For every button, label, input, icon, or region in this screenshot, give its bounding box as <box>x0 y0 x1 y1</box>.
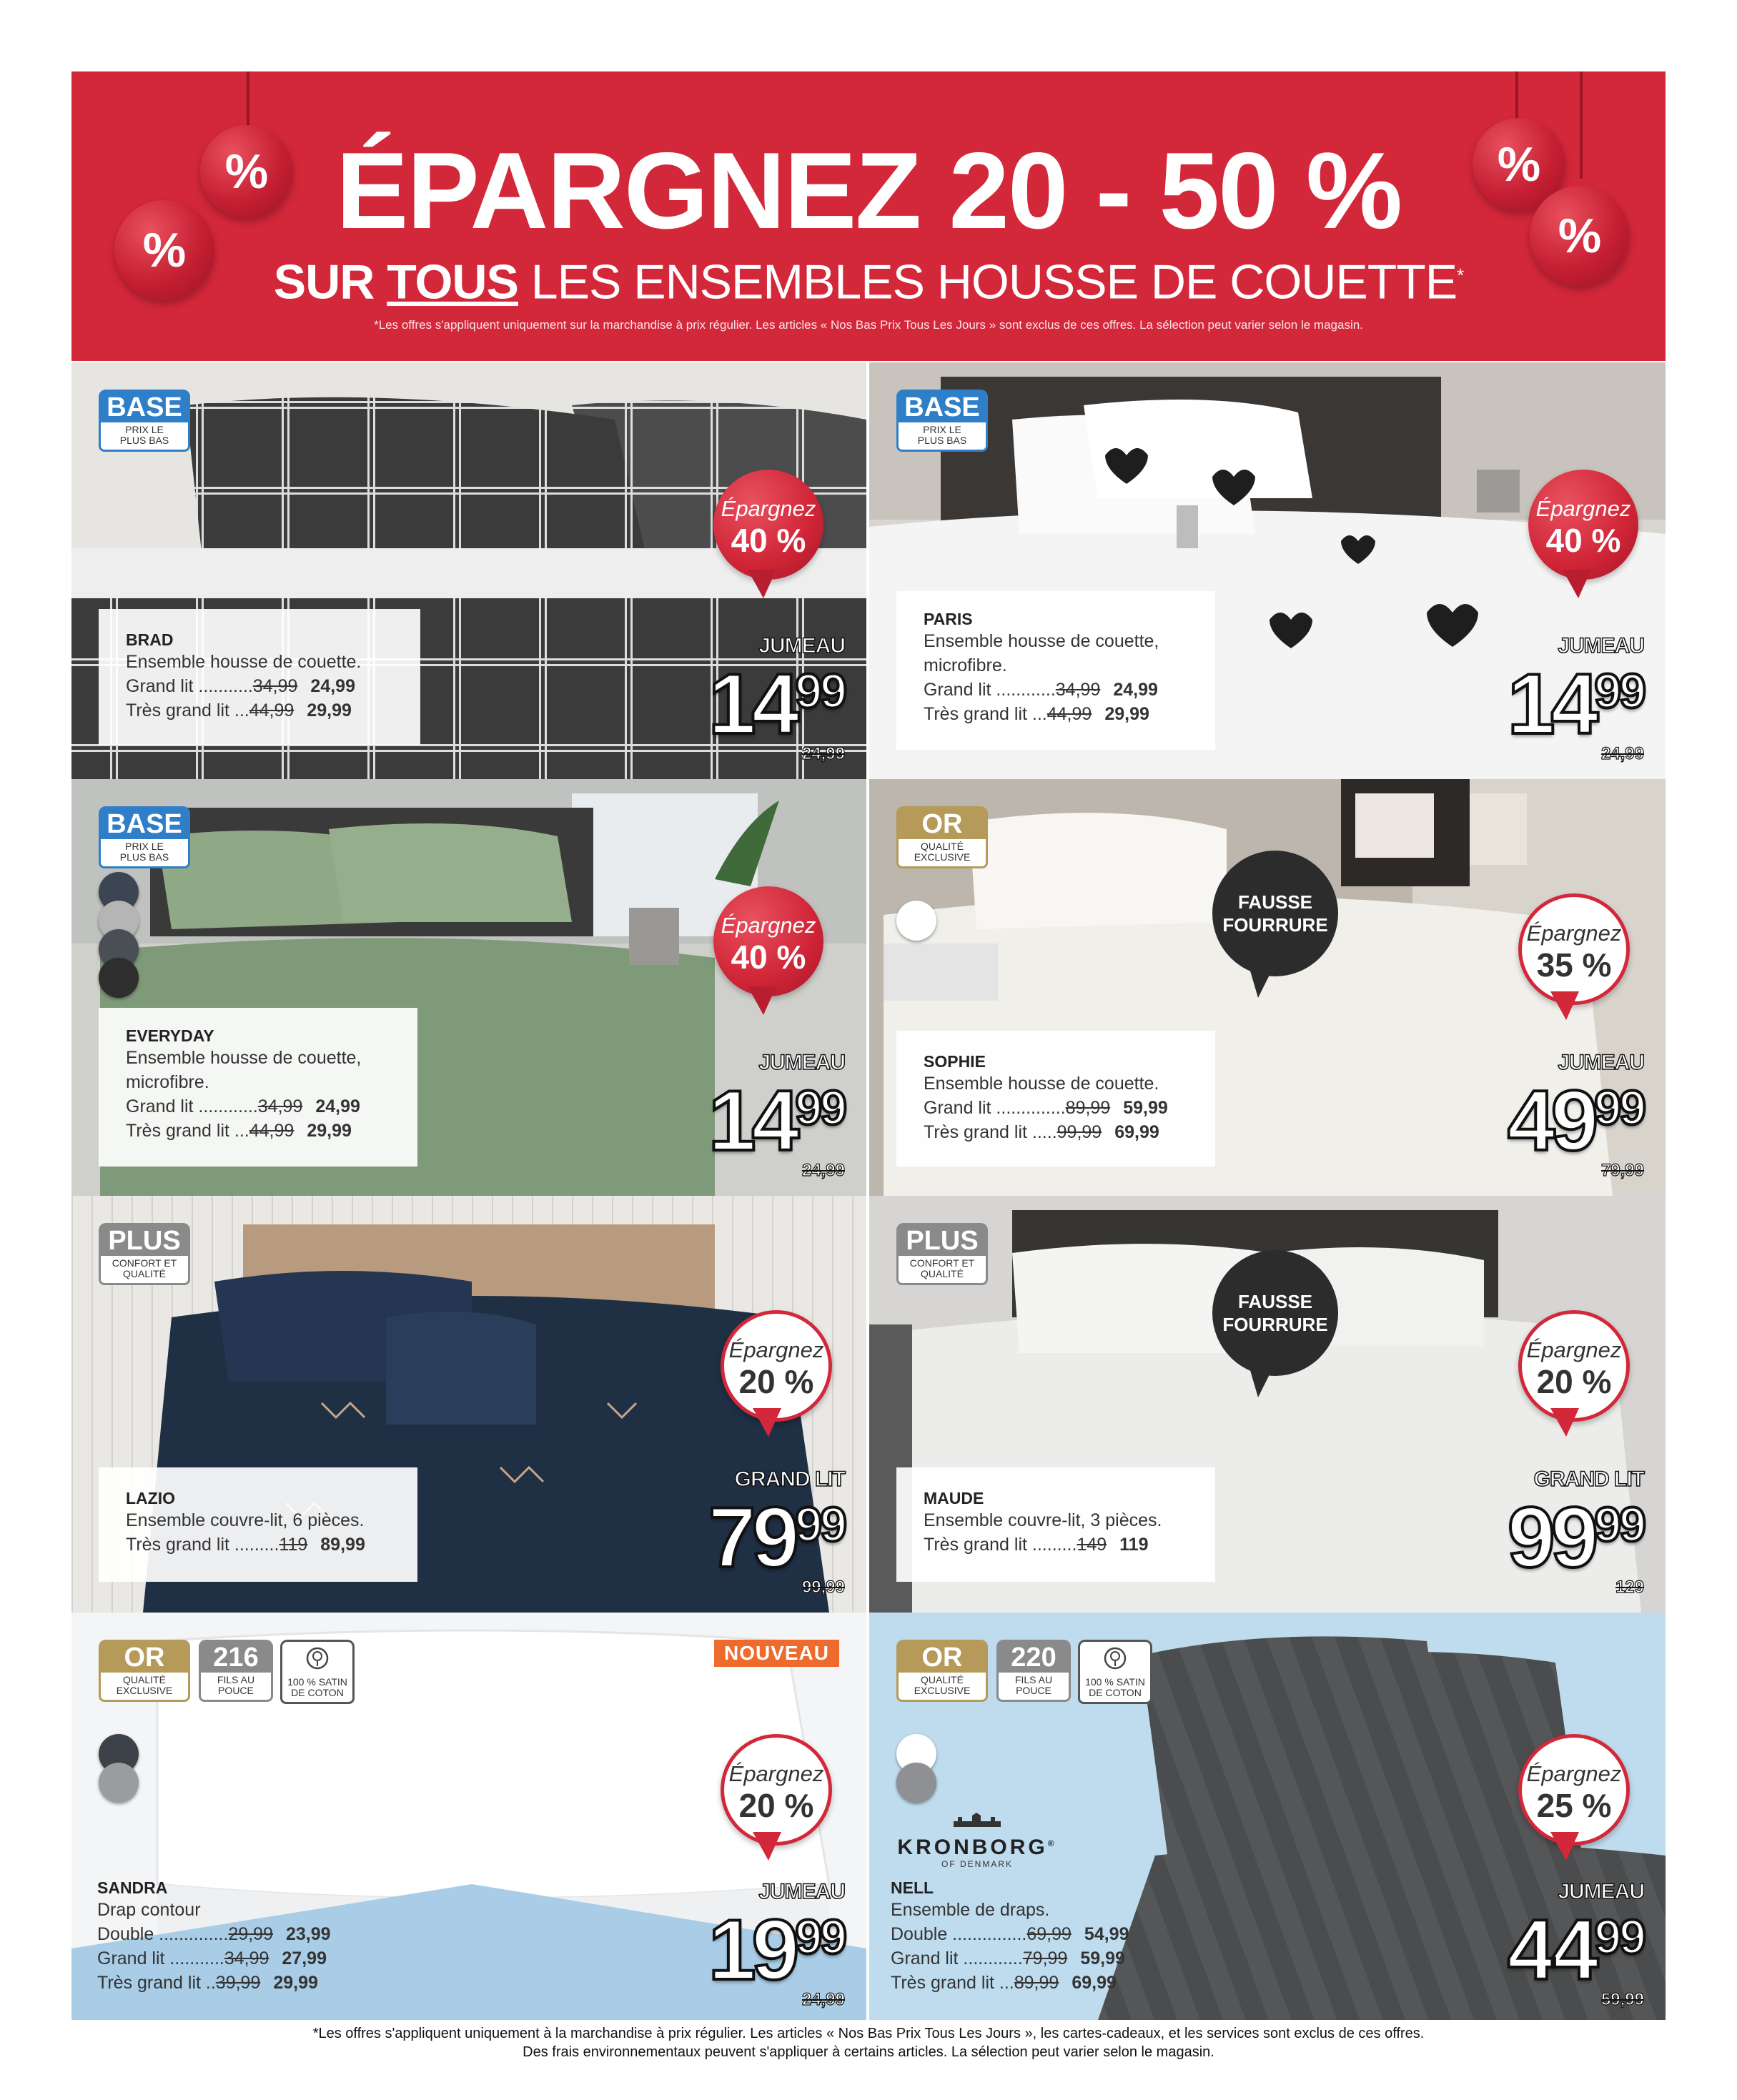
product-name: NELL <box>891 1878 934 1897</box>
row-old-price: 149 <box>1077 1535 1107 1555</box>
price-row-grand <box>126 1094 417 1119</box>
badge-caption <box>99 1673 190 1702</box>
badge-line: QUALITÉ <box>921 1674 964 1685</box>
color-swatch-gray[interactable] <box>99 1763 139 1803</box>
product-card-paris[interactable] <box>869 362 1666 779</box>
row-new-price: 54,99 <box>1084 1924 1129 1944</box>
regular-price: 24,99 <box>801 744 845 763</box>
price-row-tres-grand <box>924 702 1215 726</box>
save-percent: 35 % <box>1536 946 1612 984</box>
badge-title: BASE <box>99 806 190 839</box>
price-row-double <box>891 1922 1129 1946</box>
row-label: Très grand lit ... <box>924 704 1047 724</box>
size-label: JUMEAU <box>758 634 845 658</box>
product-card-lazio[interactable] <box>71 1196 866 1613</box>
faux-fur-label: FAUSSE FOURRURE <box>1222 891 1328 936</box>
save-label: Épargnez <box>1526 1761 1622 1786</box>
badge-title: OR <box>896 806 988 839</box>
subtitle-sur: SUR <box>273 254 375 309</box>
product-info <box>891 1878 1129 1995</box>
save-bubble <box>713 470 823 580</box>
product-name: PARIS <box>924 610 973 628</box>
product-name: EVERYDAY <box>126 1026 214 1045</box>
badge-title: 220 <box>996 1640 1071 1673</box>
or-badge <box>896 806 988 868</box>
save-label: Épargnez <box>1526 1337 1622 1362</box>
badge-line: PRIX LE <box>125 841 164 852</box>
cotton-icon <box>1078 1640 1152 1675</box>
row-new-price: 69,99 <box>1072 1973 1117 1993</box>
price-row-grand <box>126 674 420 698</box>
badge-caption <box>896 839 988 868</box>
price-row-tres-grand <box>126 698 420 723</box>
kronborg-logo <box>895 1813 1059 1869</box>
price-row-grand <box>924 1096 1215 1120</box>
row-new-price: 24,99 <box>310 676 355 696</box>
regular-price: 59,99 <box>1600 1990 1644 2009</box>
price-cents: 99 <box>795 1497 845 1552</box>
product-card-brad[interactable] <box>71 362 866 779</box>
badge-title: OR <box>99 1640 190 1673</box>
row-new-price: 29,99 <box>273 1973 318 1993</box>
footer-disclaimer <box>71 2024 1666 2061</box>
row-new-price: 24,99 <box>315 1096 360 1116</box>
badge-caption <box>896 1673 988 1702</box>
row-label: Grand lit ............ <box>126 1096 258 1116</box>
save-bubble <box>1528 470 1638 580</box>
row-old-price: 39,99 <box>215 1973 261 1993</box>
badge-line: PLUS BAS <box>917 435 967 446</box>
row-label: Double .............. <box>97 1924 229 1944</box>
badge-title: BASE <box>896 390 988 422</box>
row-new-price: 29,99 <box>1104 704 1149 724</box>
row-label: Très grand lit ..... <box>924 1122 1057 1142</box>
badge-line: PRIX LE <box>923 424 961 435</box>
plus-badge <box>896 1223 988 1285</box>
product-info-box <box>99 1467 417 1582</box>
save-label: Épargnez <box>1526 921 1622 946</box>
row-label: Très grand lit ... <box>126 1121 249 1141</box>
badge-line: POUCE <box>218 1685 254 1696</box>
row-old-price: 29,99 <box>228 1924 273 1944</box>
promo-header <box>71 71 1666 361</box>
save-bubble <box>713 886 823 996</box>
size-label: JUMEAU <box>1558 634 1644 658</box>
price-cents: 99 <box>1594 664 1644 718</box>
row-label: Double ............... <box>891 1924 1027 1944</box>
badge-line: DE COTON <box>291 1687 344 1698</box>
brand-registered-mark: ® <box>1047 1838 1057 1848</box>
save-percent: 40 % <box>1545 522 1621 559</box>
faux-fur-bubble <box>1212 1250 1338 1376</box>
cotton-icon <box>280 1640 355 1675</box>
color-swatch-white[interactable] <box>896 901 936 941</box>
save-bubble <box>1518 893 1630 1005</box>
save-percent: 25 % <box>1536 1787 1612 1824</box>
badge-caption <box>99 839 190 868</box>
header-disclaimer: *Les offres s'appliquent uniquement sur la marchandise à prix régulier. Les articles « Nos Bas Prix Tous Les Jours » sont exclus de ces offres. La sélection peut varier selon le magasin. <box>374 318 1363 332</box>
row-old-price: 34,99 <box>1055 680 1101 700</box>
row-new-price: 59,99 <box>1080 1948 1125 1968</box>
regular-price: 129 <box>1615 1578 1644 1597</box>
badge-title: OR <box>896 1640 988 1673</box>
product-description: Drap contour <box>97 1900 201 1920</box>
product-name: LAZIO <box>126 1489 175 1507</box>
row-old-price: 34,99 <box>257 1096 303 1116</box>
badge-line: QUALITÉ <box>123 1674 166 1685</box>
color-swatch-gray[interactable] <box>896 1763 936 1803</box>
badge-line: QUALITÉ <box>921 1268 964 1279</box>
badge-caption <box>896 1256 988 1285</box>
regular-price: 24,99 <box>1600 744 1644 763</box>
product-description: Ensemble couvre-lit, 6 pièces. <box>126 1510 365 1530</box>
badge-title: PLUS <box>896 1223 988 1256</box>
subtitle-tous: TOUS <box>387 254 518 309</box>
percent-tag-icon: % <box>200 125 293 218</box>
badge-line: PLUS BAS <box>119 435 169 446</box>
regular-price: 79,99 <box>1600 1161 1644 1180</box>
row-label: Très grand lit ......... <box>924 1535 1077 1555</box>
price-dollars: 79 <box>708 1490 796 1585</box>
badge-line: EXCLUSIVE <box>914 1685 971 1696</box>
save-percent: 40 % <box>731 938 806 976</box>
row-new-price: 69,99 <box>1114 1122 1159 1142</box>
product-card-sophie[interactable] <box>869 779 1666 1196</box>
product-name: SANDRA <box>97 1878 168 1897</box>
row-old-price: 89,99 <box>1065 1098 1111 1118</box>
price-row-tres-grand <box>924 1120 1215 1144</box>
size-label: GRAND LIT <box>1533 1467 1644 1491</box>
row-new-price: 27,99 <box>282 1948 327 1968</box>
badge-caption <box>199 1673 273 1702</box>
price-dollars: 99 <box>1507 1490 1595 1585</box>
save-bubble <box>721 1734 832 1846</box>
price-dollars: 14 <box>708 1073 796 1169</box>
sale-price <box>1507 1902 1644 1998</box>
price-row-tres-grand <box>97 1971 331 1995</box>
price-row-grand <box>97 1946 331 1971</box>
row-new-price: 23,99 <box>285 1924 331 1944</box>
row-new-price: 59,99 <box>1123 1098 1168 1118</box>
product-info-box <box>896 591 1215 750</box>
price-row-double <box>97 1922 331 1946</box>
row-label: Grand lit ........... <box>97 1948 224 1968</box>
percent-tag-icon: % <box>1473 118 1565 211</box>
row-label: Très grand lit ... <box>126 700 249 720</box>
badge-line: 100 % SATIN <box>1085 1676 1145 1688</box>
promo-subtitle <box>71 249 1666 309</box>
badge-line: FILS AU <box>1014 1674 1053 1685</box>
cotton-satin-badge <box>280 1640 355 1704</box>
product-description: microfibre. <box>126 1072 209 1092</box>
product-info-box <box>896 1467 1215 1582</box>
save-label: Épargnez <box>728 1761 824 1786</box>
size-label: JUMEAU <box>1558 1051 1644 1074</box>
row-old-price: 119 <box>279 1535 308 1555</box>
price-cents: 99 <box>1594 1497 1644 1552</box>
sale-price <box>708 1490 845 1585</box>
percent-tag-icon: % <box>1530 186 1630 286</box>
row-old-price: 44,99 <box>249 1121 295 1141</box>
base-badge <box>99 806 190 868</box>
base-badge <box>896 390 988 452</box>
regular-price: 24,99 <box>801 1990 845 2009</box>
price-cents: 99 <box>1594 1081 1644 1135</box>
product-description: Ensemble housse de couette, <box>126 1048 362 1068</box>
price-row-tres-grand <box>891 1971 1129 1995</box>
badge-line: PLUS BAS <box>119 851 169 863</box>
price-dollars: 14 <box>708 656 796 752</box>
product-info-box <box>99 1008 417 1167</box>
color-swatch-black[interactable] <box>99 958 139 998</box>
sale-price <box>1507 1490 1644 1585</box>
size-label: GRAND LIT <box>734 1467 845 1491</box>
sale-price <box>708 1073 845 1169</box>
thread-count-badge <box>199 1640 273 1702</box>
product-description: Ensemble housse de couette. <box>924 1074 1159 1094</box>
sale-price <box>1507 656 1644 752</box>
row-new-price: 119 <box>1119 1535 1149 1555</box>
price-cents: 99 <box>795 1910 845 1964</box>
price-dollars: 19 <box>708 1902 796 1998</box>
save-label: Épargnez <box>728 1337 824 1362</box>
save-label: Épargnez <box>721 913 816 938</box>
badge-title: 216 <box>199 1640 273 1673</box>
size-label: JUMEAU <box>758 1051 845 1074</box>
badge-title: PLUS <box>99 1223 190 1256</box>
badge-caption <box>99 1256 190 1285</box>
product-name: MAUDE <box>924 1489 984 1507</box>
row-old-price: 69,99 <box>1026 1924 1072 1944</box>
product-description: microfibre. <box>924 655 1007 675</box>
brand-name: KRONBORG <box>897 1836 1048 1859</box>
row-label: Grand lit .............. <box>924 1098 1066 1118</box>
price-dollars: 49 <box>1507 1073 1595 1169</box>
badge-caption <box>99 422 190 452</box>
footer-line: Des frais environnementaux peuvent s'appliquer à certains articles. La sélection peut varier selon le magasin. <box>523 2044 1214 2060</box>
row-new-price: 89,99 <box>320 1535 365 1555</box>
product-info-box <box>896 1031 1215 1167</box>
badge-line: QUALITÉ <box>123 1268 166 1279</box>
badge-line: FILS AU <box>217 1674 255 1685</box>
save-bubble <box>1518 1734 1630 1846</box>
thread-count-badge <box>996 1640 1071 1702</box>
save-label: Épargnez <box>721 496 816 521</box>
badge-line: POUCE <box>1016 1685 1051 1696</box>
product-card-everyday[interactable] <box>71 779 866 1196</box>
product-card-sandra[interactable] <box>71 1613 866 2020</box>
cotton-satin-badge <box>1078 1640 1152 1704</box>
product-description: Ensemble housse de couette. <box>126 652 362 672</box>
badge-line: QUALITÉ <box>921 841 964 852</box>
badge-caption <box>896 422 988 452</box>
or-badge <box>99 1640 190 1702</box>
badge-line: EXCLUSIVE <box>116 1685 173 1696</box>
subtitle-asterisk: * <box>1457 264 1464 286</box>
price-row-tres-grand <box>126 1119 417 1143</box>
row-new-price: 24,99 <box>1113 680 1158 700</box>
sale-price <box>708 1902 845 1998</box>
size-label: JUMEAU <box>1558 1880 1644 1903</box>
product-card-maude[interactable] <box>869 1196 1666 1613</box>
tag-string <box>247 71 249 129</box>
price-cents: 99 <box>1594 1910 1644 1964</box>
row-old-price: 44,99 <box>1046 704 1092 724</box>
faux-fur-label: FAUSSE FOURRURE <box>1222 1291 1328 1335</box>
castle-icon <box>952 1813 1002 1828</box>
promo-title: ÉPARGNEZ 20 - 50 % <box>335 130 1402 252</box>
sale-price <box>1507 1073 1644 1169</box>
percent-tag-icon: % <box>114 200 214 300</box>
product-name: SOPHIE <box>924 1052 986 1071</box>
or-badge <box>896 1640 988 1702</box>
badge-line: CONFORT ET <box>909 1257 975 1269</box>
badge-caption <box>1078 1675 1152 1704</box>
product-info <box>97 1878 331 1995</box>
save-bubble <box>1518 1310 1630 1422</box>
row-label: Très grand lit ... <box>891 1973 1014 1993</box>
row-label: Grand lit ............ <box>924 680 1056 700</box>
regular-price: 24,99 <box>801 1161 845 1180</box>
save-bubble <box>721 1310 832 1422</box>
price-row-tres-grand <box>924 1532 1215 1557</box>
product-card-nell[interactable] <box>869 1613 1666 2020</box>
product-description: Ensemble housse de couette, <box>924 631 1159 651</box>
save-label: Épargnez <box>1535 496 1631 521</box>
badge-title: BASE <box>99 390 190 422</box>
save-percent: 40 % <box>731 522 806 559</box>
subtitle-rest: LES ENSEMBLES HOUSSE DE COUETTE <box>530 254 1458 309</box>
save-percent: 20 % <box>1536 1363 1612 1400</box>
row-new-price: 29,99 <box>307 700 352 720</box>
save-percent: 20 % <box>738 1363 814 1400</box>
row-label: Grand lit ............ <box>891 1948 1023 1968</box>
size-label: JUMEAU <box>758 1880 845 1903</box>
brand-subtitle: OF DENMARK <box>941 1859 1013 1869</box>
product-name: BRAD <box>126 630 174 649</box>
badge-caption <box>996 1673 1071 1702</box>
badge-line: EXCLUSIVE <box>914 851 971 863</box>
price-cents: 99 <box>795 1081 845 1135</box>
badge-line: CONFORT ET <box>112 1257 177 1269</box>
row-old-price: 99,99 <box>1056 1122 1102 1142</box>
row-label: Très grand lit ......... <box>126 1535 279 1555</box>
badge-line: DE COTON <box>1089 1687 1142 1698</box>
footer-line: *Les offres s'appliquent uniquement à la marchandise à prix régulier. Les articles « Nos Bas Prix Tous Les Jours », les cartes-cadeaux, et les services sont exclus de ces offres. <box>312 2026 1425 2041</box>
product-info-box <box>99 609 420 745</box>
faux-fur-bubble <box>1212 851 1338 976</box>
badge-caption <box>280 1675 355 1704</box>
row-old-price: 34,99 <box>224 1948 269 1968</box>
row-new-price: 29,99 <box>307 1121 352 1141</box>
sale-price <box>708 656 845 752</box>
plus-badge <box>99 1223 190 1285</box>
price-dollars: 44 <box>1507 1902 1595 1998</box>
price-cents: 99 <box>795 664 845 718</box>
row-old-price: 44,99 <box>249 700 295 720</box>
price-row-tres-grand <box>126 1532 417 1557</box>
row-label: Grand lit ........... <box>126 676 253 696</box>
price-row-grand <box>891 1946 1129 1971</box>
row-old-price: 34,99 <box>252 676 298 696</box>
base-badge <box>99 390 190 452</box>
new-badge: NOUVEAU <box>714 1640 839 1667</box>
price-row-grand <box>924 678 1215 702</box>
regular-price: 99,99 <box>801 1578 845 1597</box>
badge-line: PRIX LE <box>125 424 164 435</box>
row-label: Très grand lit .. <box>97 1973 216 1993</box>
product-description: Ensemble de draps. <box>891 1900 1050 1920</box>
row-old-price: 89,99 <box>1014 1973 1059 1993</box>
save-percent: 20 % <box>738 1787 814 1824</box>
row-old-price: 79,99 <box>1022 1948 1068 1968</box>
product-description: Ensemble couvre-lit, 3 pièces. <box>924 1510 1162 1530</box>
badge-line: 100 % SATIN <box>287 1676 347 1688</box>
price-dollars: 14 <box>1507 656 1595 752</box>
